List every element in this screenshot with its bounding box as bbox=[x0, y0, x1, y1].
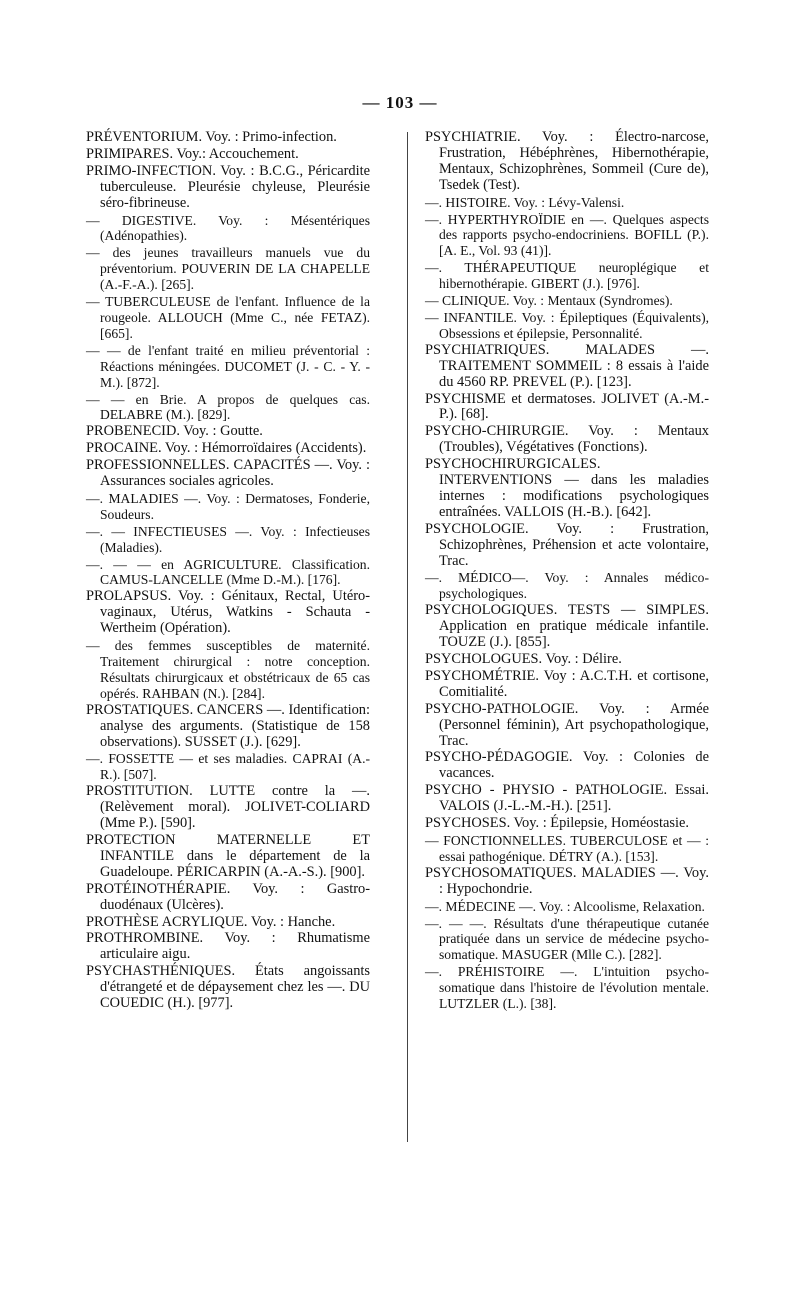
index-entry: PSYCHO-CHIRURGIE. Voy. : Mentaux (Troubles), Végétatives (Fonctions). bbox=[425, 423, 709, 456]
page-number: — 103 — bbox=[362, 93, 438, 112]
index-entry: PROLAPSUS. Voy. : Génitaux, Rectal, Utéro-vaginaux, Utérus, Watkins - Schauta - Wertheim (Opération). bbox=[86, 588, 370, 637]
index-entry: PROFESSIONNELLES. CAPACITÉS —. Voy. : Assurances sociales agricoles. bbox=[86, 457, 370, 490]
index-entry: PSYCHASTHÉNIQUES. États angoissants d'étrangeté et de dépaysement chez les —. DU COUEDIC (H.). [977]. bbox=[86, 963, 370, 1012]
index-entry: PSYCHOSES. Voy. : Épilepsie, Homéostasie. bbox=[425, 815, 689, 832]
index-entry: PSYCHOSOMATIQUES. MALADIES —. Voy. : Hypochondrie. bbox=[425, 864, 709, 897]
index-entry: —. THÉRAPEUTIQUE neuroplégique et hibernothérapie. GIBERT (J.). [976]. bbox=[425, 260, 709, 292]
index-entry: PRÉVENTORIUM. Voy. : Primo-infection. bbox=[86, 129, 337, 145]
index-entry: PROSTITUTION. LUTTE contre la —. (Relèvement moral). JOLIVET-COLIARD (Mme P.). [590]. bbox=[86, 783, 370, 832]
index-entry: — — de l'enfant traité en milieu préventorial : Réactions méningées. DUCOMET (J. - C. - Y. - M.). [872]. bbox=[86, 342, 370, 390]
index-entry: —. FOSSETTE — et ses maladies. CAPRAI (A.-R.). [507]. bbox=[86, 751, 370, 783]
index-entry: —. MÉDECINE —. Voy. : Alcoolisme, Relaxation. bbox=[425, 898, 705, 914]
index-entry: — — en Brie. A propos de quelques cas. DELABRE (M.). [829]. bbox=[86, 391, 370, 423]
index-entry: PSYCHOLOGIE. Voy. : Frustration, Schizophrènes, Préhension et acte volontaire, Trac. bbox=[425, 520, 709, 569]
index-entry: —. HYPERTHYROÏDIE en —. Quelques aspects des rapports psycho-endocriniens. BOFILL (P.). [A. E., Vol. 93 (41)]. bbox=[425, 211, 709, 259]
index-entry: PRIMO-INFECTION. Voy. : B.C.G., Péricardite tuberculeuse. Pleurésie chyleuse, Pleurésie séro-fibrineuse. bbox=[86, 162, 370, 211]
index-entry: PSYCHISME et dermatoses. JOLIVET (A.-M.-P.). [68]. bbox=[425, 390, 709, 423]
index-entry: —. HISTOIRE. Voy. : Lévy-Valensi. bbox=[425, 194, 625, 210]
index-entry: PSYCHOLOGUES. Voy. : Délire. bbox=[425, 651, 622, 667]
index-entry: PSYCHO-PÉDAGOGIE. Voy. : Colonies de vacances. bbox=[425, 749, 709, 782]
index-entry: PROTÉINOTHÉRAPIE. Voy. : Gastro-duodénaux (Ulcères). bbox=[86, 880, 370, 913]
index-entry: PSYCHO-PATHOLOGIE. Voy. : Armée (Personnel féminin), Art psychopathologique, Trac. bbox=[425, 700, 709, 749]
index-entry: — des jeunes travailleurs manuels vue du préventorium. POUVERIN DE LA CHAPELLE (A.-F.-A.). [265]. bbox=[86, 245, 370, 293]
index-entry: PSYCHOCHIRURGICALES. INTERVENTIONS — dans les maladies internes : modifications psychologiques entraînées. VALLOIS (H.-B.). [642]. bbox=[425, 456, 709, 520]
index-entry: — CLINIQUE. Voy. : Mentaux (Syndromes). bbox=[425, 293, 673, 309]
index-entry: — des femmes susceptibles de maternité. Traitement chirurgical : notre conception. Résultats chirurgicaux et obstétricaux de 65 cas opérés. RAHBAN (N.). [284]. bbox=[86, 638, 370, 701]
index-entry: —. MALADIES —. Voy. : Dermatoses, Fonderie, Soudeurs. bbox=[86, 490, 370, 522]
index-entry: —. MÉDICO—. Voy. : Annales médico-psychologiques. bbox=[425, 570, 709, 602]
left-column bbox=[86, 130, 370, 1013]
index-entry: — DIGESTIVE. Voy. : Mésentériques (Adénopathies). bbox=[86, 212, 370, 244]
index-entry: PSYCHIATRIE. Voy. : Électro-narcose, Frustration, Hébéphrènes, Hibernothérapie, Mentaux, Schizophrènes, Sommeil (Cure de), Tsedek (Test). bbox=[425, 129, 709, 193]
index-entry: — INFANTILE. Voy. : Épileptiques (Équivalents), Obsessions et épilepsie, Personnalité. bbox=[425, 309, 709, 341]
index-entry: —. PRÉHISTOIRE —. L'intuition psycho-somatique dans l'histoire de l'évolution mentale. LUTZLER (L.). [38]. bbox=[425, 964, 709, 1012]
index-entry: — TUBERCULEUSE de l'enfant. Influence de la rougeole. ALLOUCH (Mme C., née FETAZ). [665]. bbox=[86, 294, 370, 341]
index-entry: PROCAINE. Voy. : Hémorroïdaires (Accidents). bbox=[86, 440, 367, 457]
index-entry: — FONCTIONNELLES. TUBERCULOSE et — : essai pathogénique. DÉTRY (A.). [153]. bbox=[425, 832, 709, 864]
index-entry: PRIMIPARES. Voy.: Accouchement. bbox=[86, 145, 299, 162]
index-entry: PSYCHOMÉTRIE. Voy : A.C.T.H. et cortisone, Comitialité. bbox=[425, 667, 709, 700]
index-entry: PSYCHOLOGIQUES. TESTS — SIMPLES. Application en pratique médicale infantile. TOUZE (J.). [855]. bbox=[425, 602, 709, 651]
index-entry: PROTECTION MATERNELLE ET INFANTILE dans le département de la Guadeloupe. PÉRICARPIN (A.-A.-S.). [900]. bbox=[86, 831, 370, 880]
right-column bbox=[425, 130, 709, 1013]
column-divider bbox=[407, 132, 408, 1142]
index-entry: —. — INFECTIEUSES —. Voy. : Infectieuses (Maladies). bbox=[86, 523, 370, 555]
index-entry: PROBENECID. Voy. : Goutte. bbox=[86, 423, 263, 440]
index-entry: PSYCHIATRIQUES. MALADES —. TRAITEMENT SOMMEIL : 8 essais à l'aide du 4560 RP. PREVEL (P.). [123]. bbox=[425, 341, 709, 390]
index-entry: PROSTATIQUES. CANCERS —. Identification: analyse des arguments. (Statistique de 158 observations). SUSSET (J.). [629]. bbox=[86, 701, 370, 750]
index-entry: —. — — en AGRICULTURE. Classification. CAMUS-LANCELLE (Mme D.-M.). [176]. bbox=[86, 556, 370, 588]
index-entry: PSYCHO - PHYSIO - PATHOLOGIE. Essai. VALOIS (J.-L.-M.-H.). [251]. bbox=[425, 782, 709, 815]
index-entry: —. — —. Résultats d'une thérapeutique cutanée pratiquée dans un service de médecine psycho-somatique. MASUGER (Mlle C.). [282]. bbox=[425, 915, 709, 963]
index-entry: PROTHÈSE ACRYLIQUE. Voy. : Hanche. bbox=[86, 913, 336, 930]
index-entry: PROTHROMBINE. Voy. : Rhumatisme articulaire aigu. bbox=[86, 930, 370, 963]
